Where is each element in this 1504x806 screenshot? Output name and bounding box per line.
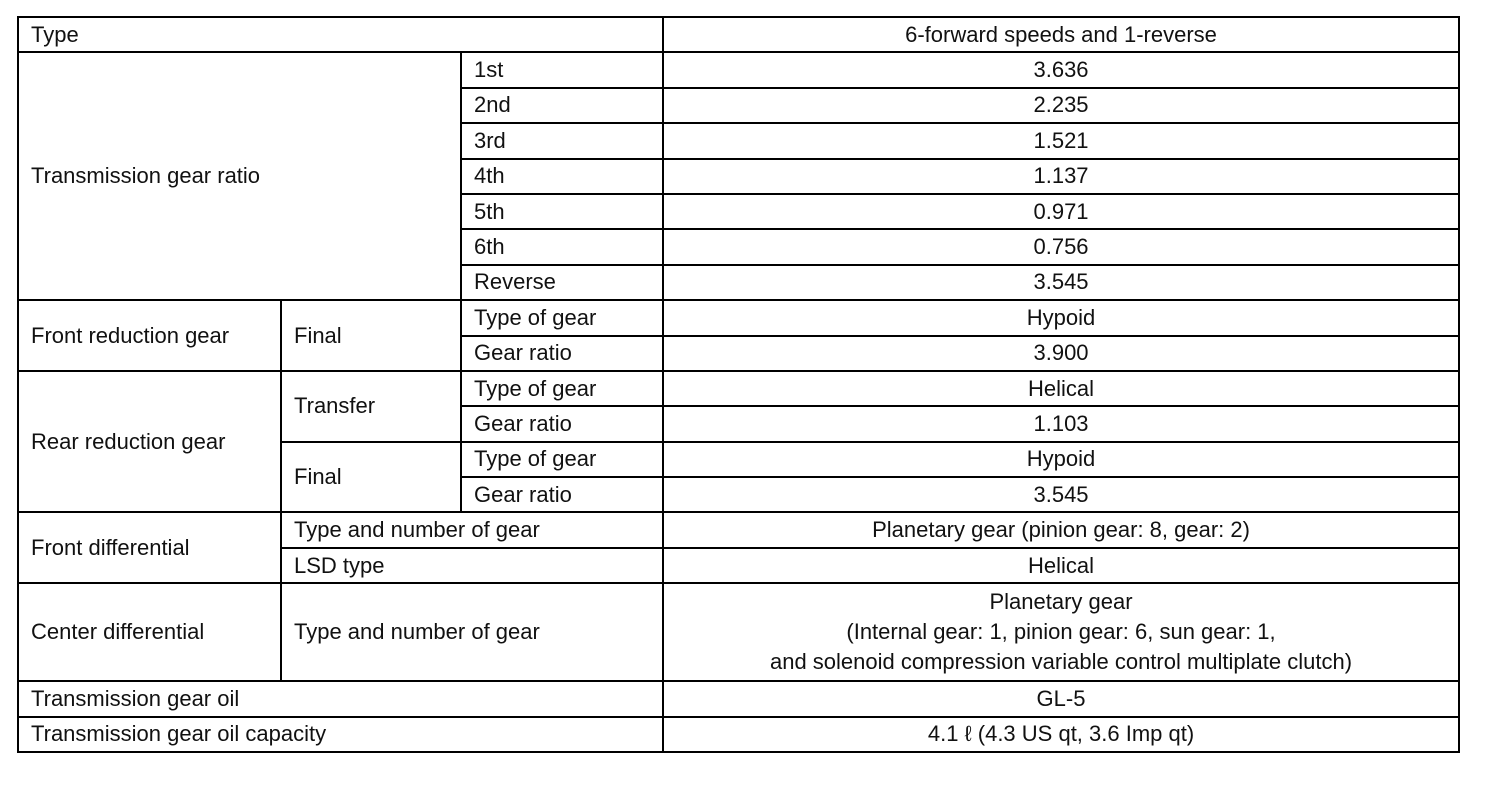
gear-ratio-value: 2.235 — [663, 88, 1459, 123]
table-row — [18, 300, 1459, 335]
type-and-number-value: Planetary gear (pinion gear: 8, gear: 2) — [663, 512, 1459, 547]
type-of-gear-value: Hypoid — [663, 442, 1459, 477]
front-differential-label: Front differential — [18, 512, 281, 583]
type-of-gear-label: Type of gear — [461, 371, 663, 406]
table-row — [18, 17, 1459, 52]
center-differential-line: and solenoid compression variable control multiplate clutch) — [769, 649, 1353, 675]
gear-label: 3rd — [461, 123, 663, 158]
transmission-gear-ratio-label: Transmission gear ratio — [18, 52, 461, 300]
gear-ratio-label: Gear ratio — [461, 336, 663, 371]
rear-final-label: Final — [281, 442, 461, 513]
table-row — [18, 371, 1459, 406]
gear-oil-label: Transmission gear oil — [18, 681, 663, 716]
table-row — [18, 583, 1459, 681]
table-row — [18, 512, 1459, 547]
gear-oil-value: GL-5 — [663, 681, 1459, 716]
center-differential-line: (Internal gear: 1, pinion gear: 6, sun gear: 1, — [846, 619, 1276, 645]
gear-ratio-value: 3.545 — [663, 265, 1459, 300]
gear-label: 5th — [461, 194, 663, 229]
rear-transfer-label: Transfer — [281, 371, 461, 442]
gear-oil-capacity-value: 4.1 ℓ (4.3 US qt, 3.6 Imp qt) — [663, 717, 1459, 752]
type-of-gear-value: Helical — [663, 371, 1459, 406]
gear-oil-capacity-label: Transmission gear oil capacity — [18, 717, 663, 752]
table-row — [18, 52, 1459, 87]
center-differential-line: Planetary gear — [989, 589, 1133, 615]
specifications-table — [17, 16, 1460, 753]
table-row — [18, 681, 1459, 716]
lsd-type-value: Helical — [663, 548, 1459, 583]
gear-ratio-value: 3.900 — [663, 336, 1459, 371]
type-and-number-label: Type and number of gear — [281, 512, 663, 547]
gear-label: 1st — [461, 52, 663, 87]
gear-ratio-value: 1.521 — [663, 123, 1459, 158]
gear-ratio-label: Gear ratio — [461, 406, 663, 441]
rear-reduction-gear-label: Rear reduction gear — [18, 371, 281, 513]
type-of-gear-label: Type of gear — [461, 300, 663, 335]
gear-ratio-value: 1.137 — [663, 159, 1459, 194]
type-of-gear-label: Type of gear — [461, 442, 663, 477]
gear-ratio-value: 3.545 — [663, 477, 1459, 512]
gear-label: Reverse — [461, 265, 663, 300]
center-differential-value — [663, 583, 1459, 681]
type-and-number-label: Type and number of gear — [281, 583, 663, 681]
center-differential-label: Center differential — [18, 583, 281, 681]
table-row — [18, 717, 1459, 752]
front-final-label: Final — [281, 300, 461, 371]
type-value: 6-forward speeds and 1-reverse — [663, 17, 1459, 52]
gear-ratio-value: 3.636 — [663, 52, 1459, 87]
gear-ratio-label: Gear ratio — [461, 477, 663, 512]
front-reduction-gear-label: Front reduction gear — [18, 300, 281, 371]
gear-ratio-value: 0.971 — [663, 194, 1459, 229]
type-of-gear-value: Hypoid — [663, 300, 1459, 335]
gear-label: 4th — [461, 159, 663, 194]
gear-ratio-value: 1.103 — [663, 406, 1459, 441]
gear-label: 2nd — [461, 88, 663, 123]
gear-ratio-value: 0.756 — [663, 229, 1459, 264]
type-label: Type — [18, 17, 663, 52]
lsd-type-label: LSD type — [281, 548, 663, 583]
gear-label: 6th — [461, 229, 663, 264]
